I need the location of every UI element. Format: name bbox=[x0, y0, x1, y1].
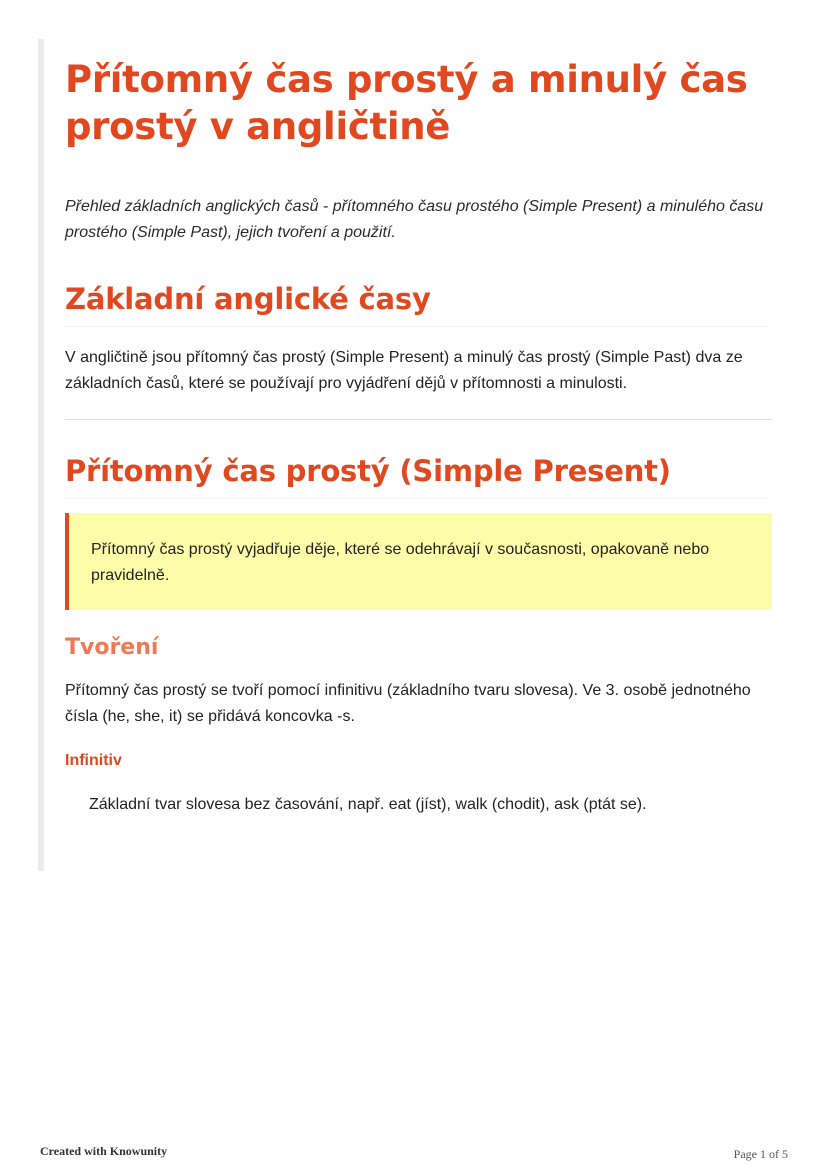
document-subtitle: Přehled základních anglických časů - přítomného času prostého (Simple Present) a minulého času prostého (Simple Past), jejich tvoření a použití. bbox=[65, 198, 764, 241]
section-basics bbox=[65, 280, 772, 397]
section-heading-simple-present: Přítomný čas prostý (Simple Present) bbox=[65, 452, 772, 499]
subsection-heading-formation: Tvoření bbox=[65, 635, 159, 660]
footer-created-with: Created with Knowunity bbox=[40, 1144, 168, 1158]
term-definition-infinitive: Základní tvar slovesa bez časování, např. eat (jíst), walk (chodit), ask (ptát se). bbox=[89, 796, 647, 813]
term-heading-infinitive: Infinitiv bbox=[65, 752, 122, 769]
section-heading-basics: Základní anglické časy bbox=[65, 280, 772, 327]
section-simple-present bbox=[65, 452, 772, 818]
formation-paragraph: Přítomný čas prostý se tvoří pomocí infinitivu (základního tvaru slovesa). Ve 3. osobě jednotného čísla (he, she, it) se přidává koncovka -s. bbox=[65, 682, 751, 725]
section-paragraph-basics: V angličtině jsou přítomný čas prostý (Simple Present) a minulý čas prostý (Simple Past) dva ze základních časů, které se používají pro vyjádření dějů v přítomnosti a minulosti. bbox=[65, 349, 743, 392]
left-margin-rule bbox=[38, 39, 44, 871]
section-divider bbox=[65, 419, 772, 420]
footer-page-number: Page 1 of 5 bbox=[733, 1147, 788, 1161]
document-title: Přítomný čas prostý a minulý čas prostý v angličtině bbox=[65, 58, 748, 148]
document-content bbox=[65, 56, 772, 818]
definition-callout: Přítomný čas prostý vyjadřuje děje, které se odehrávají v současnosti, opakovaně nebo pravidelně. bbox=[65, 513, 772, 610]
